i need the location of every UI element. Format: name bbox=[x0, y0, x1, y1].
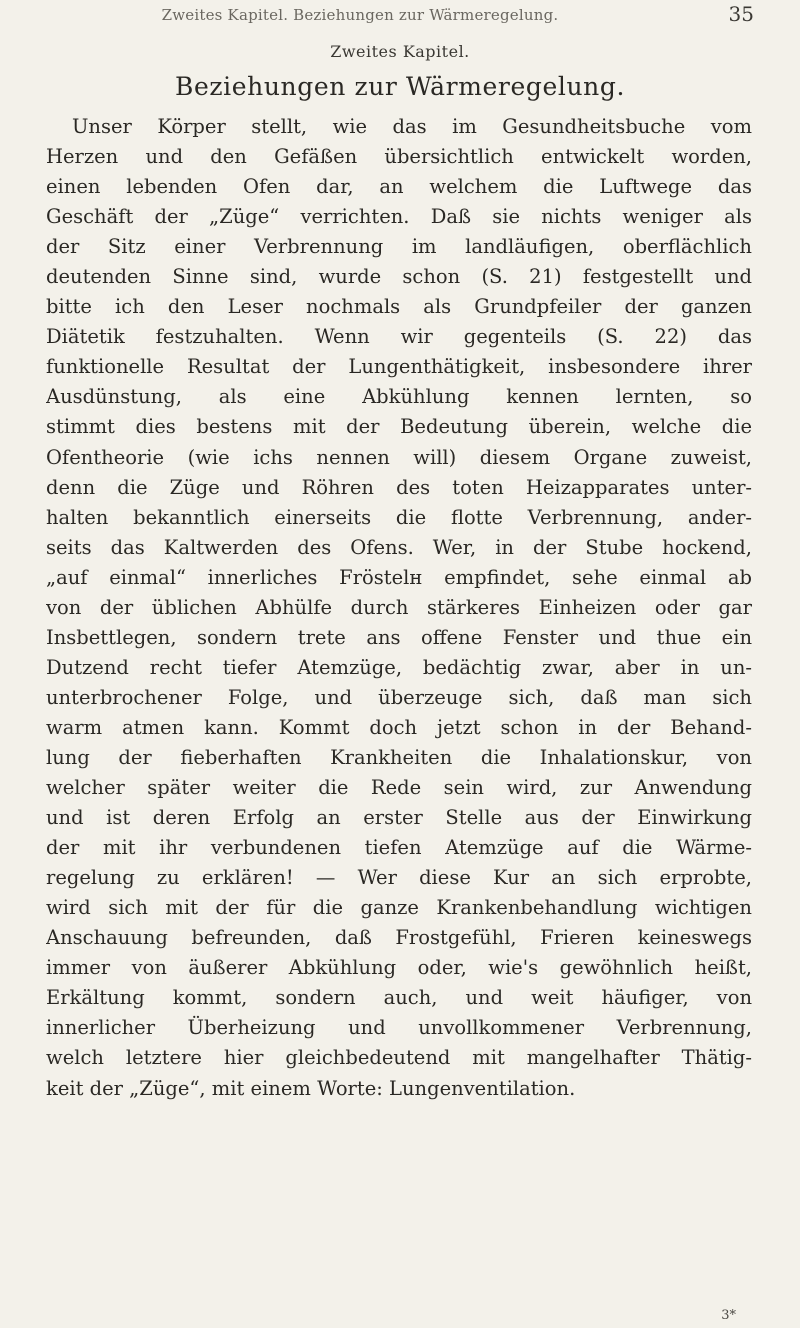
text-line: Insbettlegen, sondern trete ans offene Fenster und thue ein bbox=[46, 625, 752, 649]
text-line: Dutzend recht tiefer Atemzüge, bedächtig zwar, aber in un- bbox=[46, 655, 752, 679]
sheet-signature: 3* bbox=[721, 1308, 736, 1323]
text-line: keit der „Züge“, mit einem Worte: Lungenventilation. bbox=[46, 1076, 576, 1100]
text-line: welch letztere hier gleichbedeutend mit mangelhafter Thätig- bbox=[46, 1046, 752, 1070]
text-line: innerlicher Überheizung und unvollkommener Verbrennung, bbox=[46, 1016, 752, 1040]
text-line: von der üblichen Abhülfe durch stärkeres Einheizen oder gar bbox=[46, 595, 752, 619]
text-line: halten bekanntlich einerseits die flotte Verbrennung, ander- bbox=[46, 505, 752, 529]
text-line: Ofentheorie (wie ichs nennen will) diesem Organe zuweist, bbox=[46, 445, 752, 469]
text-line: warm atmen kann. Kommt doch jetzt schon in der Behand- bbox=[46, 715, 752, 739]
text-line: immer von äußerer Abkühlung oder, wie's gewöhnlich heißt, bbox=[46, 956, 752, 980]
text-line: regelung zu erklären! — Wer diese Kur an sich erprobte, bbox=[46, 866, 752, 890]
text-line: einen lebenden Ofen dar, an welchem die Luftwege das bbox=[46, 175, 752, 199]
text-line: Ausdünstung, als eine Abkühlung kennen lernten, so bbox=[46, 385, 752, 409]
text-line: lung der fieberhaften Krankheiten die Inhalationskur, von bbox=[46, 745, 752, 769]
body-text bbox=[46, 112, 752, 1104]
text-line: Geschäft der „Züge“ verrichten. Daß sie nichts weniger als bbox=[46, 205, 752, 229]
text-line: seits das Kaltwerden des Ofens. Wer, in der Stube hockend, bbox=[46, 535, 752, 559]
text-line: stimmt dies bestens mit der Bedeutung überein, welche die bbox=[46, 415, 752, 439]
text-line: der Sitz einer Verbrennung im landläufigen, oberflächlich bbox=[46, 235, 752, 259]
page-number: 35 bbox=[728, 2, 754, 26]
text-line: und ist deren Erfolg an erster Stelle aus der Einwirkung bbox=[46, 806, 752, 830]
text-line: wird sich mit der für die ganze Krankenbehandlung wichtigen bbox=[46, 896, 752, 920]
text-line: unterbrochener Folge, und überzeuge sich, daß man sich bbox=[46, 685, 752, 709]
text-line: welcher später weiter die Rede sein wird, zur Anwendung bbox=[46, 776, 752, 800]
text-line: Diätetik festzuhalten. Wenn wir gegenteils (S. 22) das bbox=[46, 325, 752, 349]
text-line: Herzen und den Gefäßen übersichtlich entwickelt worden, bbox=[46, 145, 752, 169]
text-line: Erkältung kommt, sondern auch, und weit häufiger, von bbox=[46, 986, 752, 1010]
text-line: deutenden Sinne sind, wurde schon (S. 21) festgestellt und bbox=[46, 265, 752, 289]
chapter-title: Beziehungen zur Wärmeregelung. bbox=[174, 72, 626, 101]
text-line: denn die Züge und Röhren des toten Heizapparates unter- bbox=[46, 475, 752, 499]
text-line: der mit ihr verbundenen tiefen Atemzüge auf die Wärme- bbox=[46, 836, 752, 860]
running-head: Zweites Kapitel. Beziehungen zur Wärmeregelung. bbox=[161, 6, 559, 24]
text-line: Anschauung befreunden, daß Frostgefühl, Frieren keineswegs bbox=[46, 926, 752, 950]
chapter-label: Zweites Kapitel. bbox=[330, 42, 470, 61]
text-line: funktionelle Resultat der Lungenthätigkeit, insbesondere ihrer bbox=[46, 355, 752, 379]
text-line: Unser Körper stellt, wie das im Gesundheitsbuche vom bbox=[72, 115, 752, 138]
text-line: bitte ich den Leser nochmals als Grundpfeiler der ganzen bbox=[46, 295, 752, 319]
text-line: „auf einmal“ innerliches Fröstelн empfindet, sehe einmal ab bbox=[46, 565, 752, 589]
